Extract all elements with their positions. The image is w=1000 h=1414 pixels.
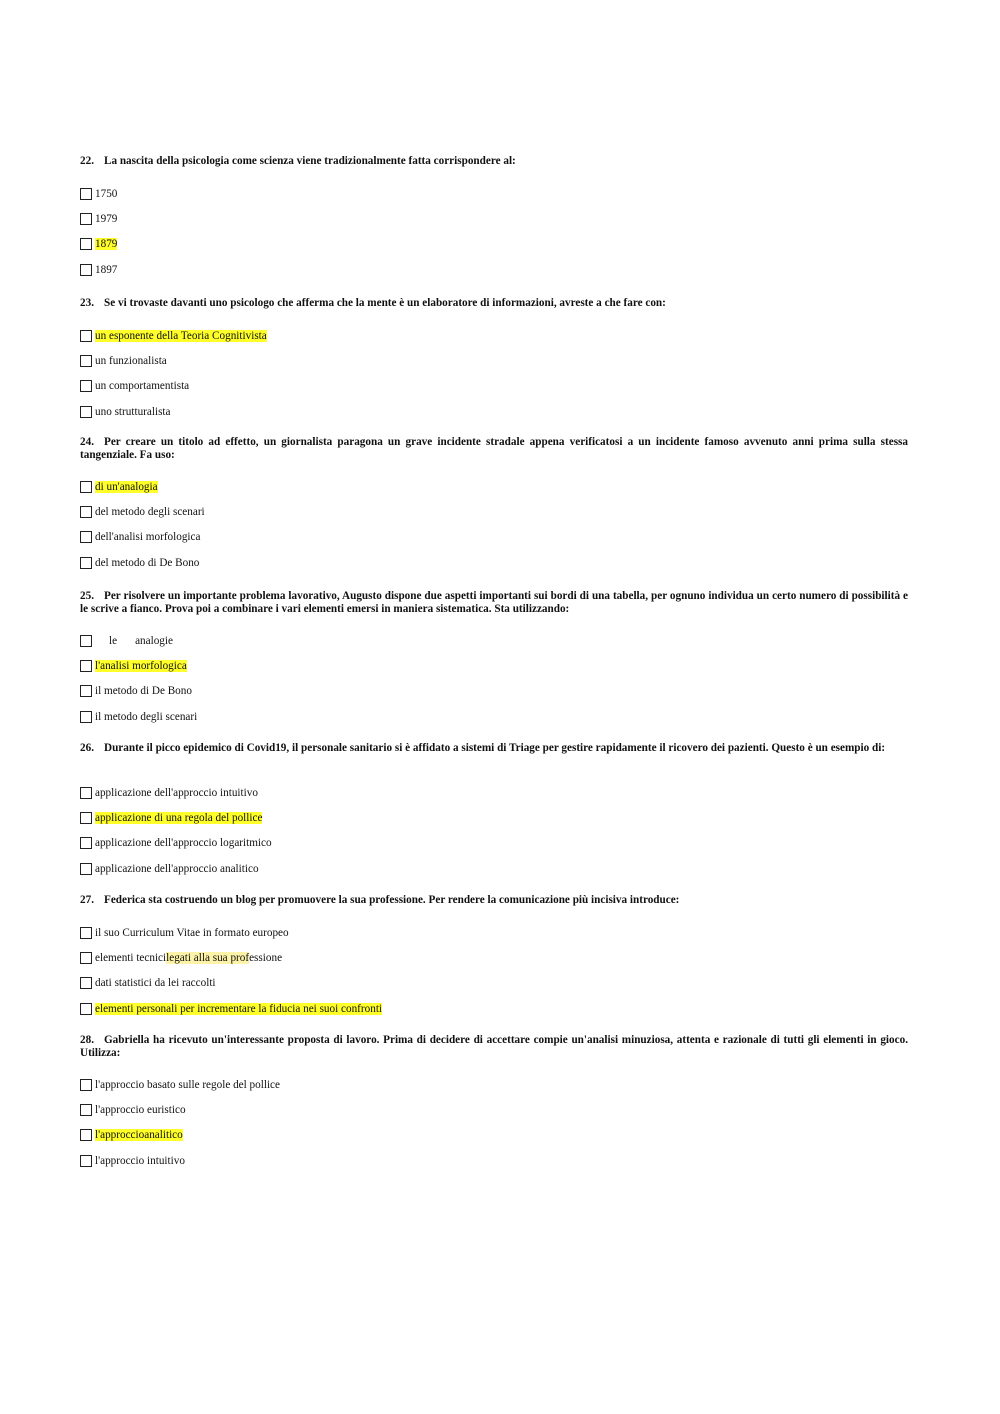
question-stem [80,894,908,920]
checkbox[interactable] [80,506,92,518]
question-text: Per creare un titolo ad effetto, un giornalista paragona un grave incidente stradale appena verificatosi a un incidente famoso avvenuto anni prima sulla stessa tangenziale. Fa uso: [80,436,908,461]
question-stem [80,1034,908,1072]
question-text: Per risolvere un importante problema lavorativo, Augusto dispone due aspetti importanti sui bordi di una tabella, per ognuno individua un certo numero di possibilità e le scrive a fianco. Prova poi a combinare i vari elementi emersi in maniera sistematica. Sta utilizzando: [80,590,908,615]
option-text-highlighted: applicazione di una regola del pollice [95,812,263,825]
option-text: del metodo degli scenari [95,506,205,519]
checkbox[interactable] [80,635,92,647]
option-text: un comportamentista [95,380,190,393]
option-row[interactable] [80,499,908,524]
checkbox[interactable] [80,355,92,367]
option-row[interactable] [80,780,908,805]
question-text: La nascita della psicologia come scienza viene tradizionalmente fatta corrispondere al: [103,155,516,167]
option-row[interactable] [80,257,908,282]
question-27 [80,894,908,1022]
checkbox[interactable] [80,1003,92,1015]
question-text: Gabriella ha ricevuto un'interessante proposta di lavoro. Prima di decidere di accettare compie un'analisi minuziosa, attenta e razionale di tutti gli elementi in gioco. Utilizza: [80,1034,908,1059]
option-row[interactable] [80,1072,908,1097]
checkbox[interactable] [80,711,92,723]
checkbox[interactable] [80,557,92,569]
checkbox[interactable] [80,787,92,799]
question-stem [80,742,908,780]
checkbox[interactable] [80,863,92,875]
option-row[interactable] [80,550,908,575]
checkbox[interactable] [80,927,92,939]
question-number: 28. [80,1034,94,1046]
option-text: 1897 [95,263,118,276]
question-stem [80,155,908,181]
checkbox[interactable] [80,531,92,543]
option-text: applicazione dell'approccio intuitivo [95,786,258,799]
option-row[interactable] [80,206,908,231]
checkbox[interactable] [80,977,92,989]
option-row[interactable] [80,1097,908,1122]
option-row[interactable] [80,704,908,729]
option-row[interactable] [80,856,908,881]
checkbox[interactable] [80,481,92,493]
option-row[interactable] [80,679,908,704]
option-row[interactable] [80,971,908,996]
checkbox[interactable] [80,238,92,250]
option-text-highlighted: 1879 [95,238,118,251]
option-text: l'approccio basato sulle regole del pollice [95,1078,280,1091]
checkbox[interactable] [80,406,92,418]
option-text: il metodo di De Bono [95,685,192,698]
question-number: 23. [80,297,94,309]
question-stem [80,436,908,474]
option-text: analogie [135,634,173,647]
question-28 [80,1034,908,1174]
checkbox[interactable] [80,660,92,672]
option-text: uno strutturalista [95,405,171,418]
option-row[interactable] [80,399,908,424]
option-row[interactable] [80,323,908,348]
option-row[interactable] [80,831,908,856]
checkbox[interactable] [80,837,92,849]
question-text: Durante il picco epidemico di Covid19, il personale sanitario si è affidato a sistemi di Triage per gestire rapidamente il ricovero dei pazienti. Questo è un esempio di: [103,742,886,754]
option-row[interactable] [80,628,908,653]
checkbox[interactable] [80,213,92,225]
checkbox[interactable] [80,380,92,392]
question-stem [80,297,908,323]
option-text-highlighted: un esponente della Teoria Cognitivista [95,329,267,342]
question-number: 25. [80,590,94,602]
checkbox[interactable] [80,1079,92,1091]
option-text: dati statistici da lei raccolti [95,977,216,990]
question-25 [80,590,908,730]
option-row[interactable] [80,474,908,499]
question-stem [80,590,908,628]
question-text: Se vi trovaste davanti uno psicologo che afferma che la mente è un elaboratore di informazioni, avreste a che fare con: [103,297,666,309]
question-number: 22. [80,155,94,167]
question-26 [80,742,908,882]
checkbox[interactable] [80,264,92,276]
question-text: Federica sta costruendo un blog per promuovere la sua professione. Per rendere la comunicazione più incisiva introduce: [103,894,680,906]
checkbox[interactable] [80,812,92,824]
question-23 [80,297,908,425]
option-row[interactable] [80,945,908,970]
option-row[interactable] [80,348,908,373]
checkbox[interactable] [80,1129,92,1141]
option-text: dell'analisi morfologica [95,531,201,544]
option-text: elementi tecnici [95,952,167,965]
option-text: applicazione dell'approccio logaritmico [95,837,272,850]
option-text: 1979 [95,213,118,226]
option-text: le [109,634,118,647]
option-row[interactable] [80,1123,908,1148]
option-row[interactable] [80,525,908,550]
option-row[interactable] [80,374,908,399]
option-text: del metodo di De Bono [95,556,200,569]
option-text: il metodo degli scenari [95,710,198,723]
option-text: l'approccio euristico [95,1104,186,1117]
checkbox[interactable] [80,330,92,342]
option-text: applicazione dell'approccio analitico [95,862,259,875]
option-row[interactable] [80,653,908,678]
option-text-highlighted: l'approccioanalitico [95,1129,183,1142]
option-row[interactable] [80,805,908,830]
option-text: 1750 [95,187,118,200]
checkbox[interactable] [80,685,92,697]
checkbox[interactable] [80,188,92,200]
question-number: 26. [80,742,94,754]
question-22 [80,155,908,283]
option-text-highlighted: elementi personali per incrementare la fiducia nei suoi confronti [95,1002,383,1015]
checkbox[interactable] [80,1155,92,1167]
checkbox[interactable] [80,952,92,964]
option-row[interactable] [80,232,908,257]
option-text-partial-highlight: legati alla sua prof [166,952,250,965]
option-text-highlighted: di un'analogia [95,480,158,493]
option-row[interactable] [80,920,908,945]
option-text: il suo Curriculum Vitae in formato europeo [95,926,289,939]
option-text: un funzionalista [95,355,167,368]
option-row[interactable] [80,996,908,1021]
question-number: 27. [80,894,94,906]
checkbox[interactable] [80,1104,92,1116]
option-text-highlighted: l'analisi morfologica [95,660,187,673]
option-text: l'approccio intuitivo [95,1154,185,1167]
question-24 [80,436,908,576]
option-text: essione [249,952,283,965]
option-row[interactable] [80,181,908,206]
option-row[interactable] [80,1148,908,1173]
question-number: 24. [80,436,94,448]
